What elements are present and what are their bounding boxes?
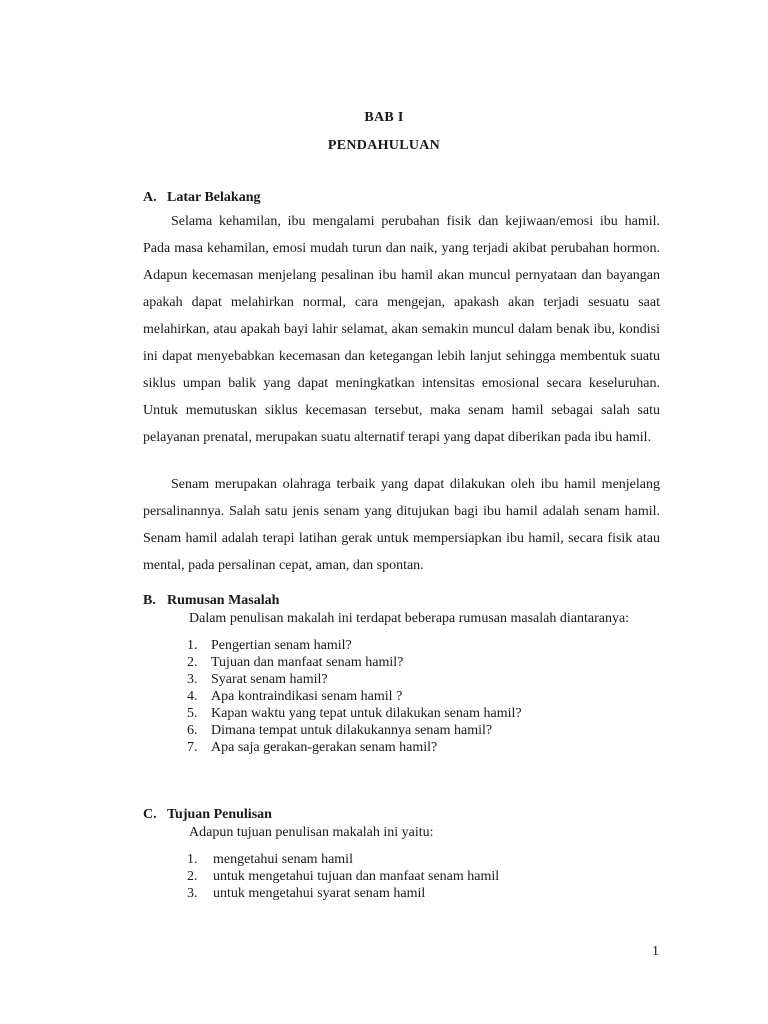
section-b-list bbox=[187, 637, 522, 756]
list-item: 7. Apa saja gerakan-gerakan senam hamil? bbox=[187, 740, 438, 755]
list-item: 2. Tujuan dan manfaat senam hamil? bbox=[187, 655, 404, 670]
list-item: 4. Apa kontraindikasi senam hamil ? bbox=[187, 689, 403, 704]
section-c-intro: Adapun tujuan penulisan makalah ini yaitu: bbox=[189, 825, 434, 840]
section-b-letter: B. bbox=[143, 593, 156, 608]
chapter-number: BAB I bbox=[364, 110, 404, 125]
section-b-heading bbox=[143, 593, 279, 609]
section-a-title: Latar Belakang bbox=[167, 190, 261, 205]
list-item: 3. Syarat senam hamil? bbox=[187, 672, 328, 687]
list-item: 1. mengetahui senam hamil bbox=[187, 852, 353, 867]
section-b-intro: Dalam penulisan makalah ini terdapat beberapa rumusan masalah diantaranya: bbox=[189, 611, 630, 626]
list-item: 2. untuk mengetahui tujuan dan manfaat senam hamil bbox=[187, 869, 500, 884]
list-item: 6. Dimana tempat untuk dilakukannya senam hamil? bbox=[187, 723, 493, 738]
page-number: 1 bbox=[652, 944, 659, 959]
section-c-title: Tujuan Penulisan bbox=[167, 807, 272, 822]
section-a-letter: A. bbox=[143, 190, 157, 205]
section-c-letter: C. bbox=[143, 807, 157, 822]
section-a-paragraph-1: Selama kehamilan, ibu mengalami perubahan fisik dan kejiwaan/emosi ibu hamil. Pada masa kehamilan, emosi mudah turun dan naik, yang terjadi akibat perubahan hormon. Adapun kecemasan menjelang pesalinan ibu hamil akan muncul pernyataan dan bayangan apakah dapat melahirkan normal, cara mengejan, apakash akan terjadi sesuatu saat melahirkan, atau apakah bayi lahir selamat, akan semakin muncul dalam benak ibu, kondisi ini dapat menyebabkan kecemasan dan ketegangan lebih lanjut sehingga membentuk suatu siklus umpan balik yang dapat meningkatkan intensitas emosional secara keseluruhan. Untuk memutuskan siklus kecemasan tersebut, maka senam hamil sebagai salah satu pelayanan prenatal, merupakan suatu alternatif terapi yang dapat diberikan pada ibu hamil. bbox=[143, 214, 660, 445]
list-item: 3. untuk mengetahui syarat senam hamil bbox=[187, 886, 426, 901]
section-a-paragraph-2: Senam merupakan olahraga terbaik yang dapat dilakukan oleh ibu hamil menjelang persalinannya. Salah satu jenis senam yang ditujukan bagi ibu hamil adalah senam hamil. Senam hamil adalah terapi latihan gerak untuk mempersiapkan ibu hamil, secara fisik atau mental, pada persalinan cepat, aman, dan spontan. bbox=[143, 477, 660, 573]
section-c-heading bbox=[143, 807, 272, 823]
list-item: 1. Pengertian senam hamil? bbox=[187, 638, 352, 653]
section-c-list bbox=[187, 851, 499, 902]
section-b-title: Rumusan Masalah bbox=[167, 593, 280, 608]
section-a-heading bbox=[143, 190, 260, 206]
chapter-title: PENDAHULUAN bbox=[327, 138, 441, 153]
list-item: 5. Kapan waktu yang tepat untuk dilakukan senam hamil? bbox=[187, 706, 522, 721]
